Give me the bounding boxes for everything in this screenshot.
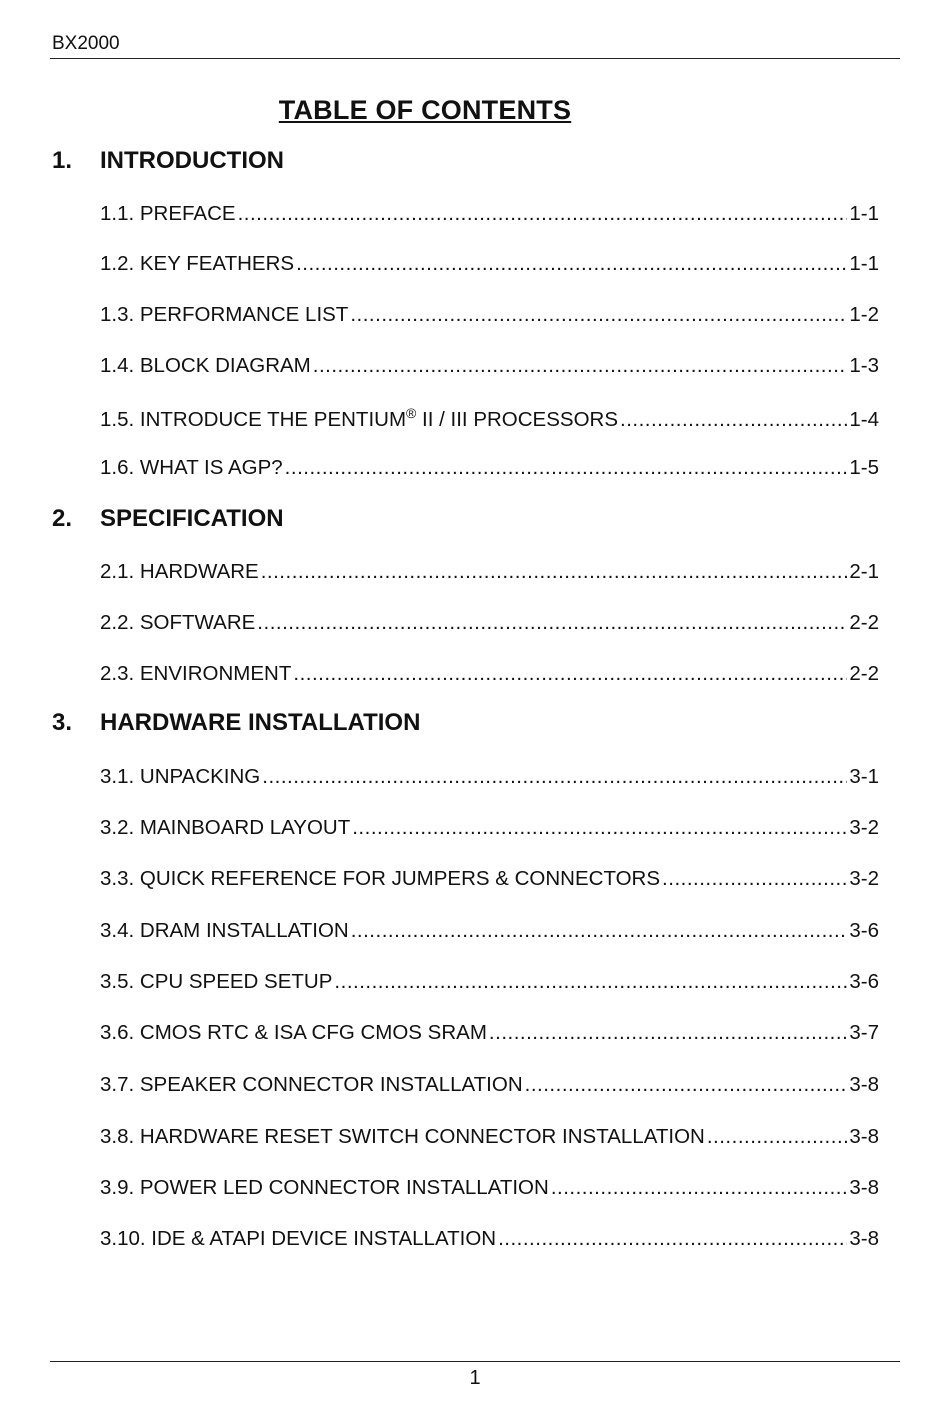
section-number: 3. — [52, 709, 73, 736]
toc-entry-label: 1.3. PERFORMANCE LIST — [100, 303, 349, 326]
dot-leader — [285, 456, 848, 480]
toc-entry-mainboard-layout[interactable] — [100, 816, 879, 840]
section-heading-hardware-installation — [52, 709, 420, 737]
toc-entry-label: 2.1. HARDWARE — [100, 560, 259, 583]
toc-entry-page: 1-1 — [849, 252, 879, 275]
toc-entry-label: 3.9. POWER LED CONNECTOR INSTALLATION — [100, 1176, 549, 1199]
toc-entry-label: 1.4. BLOCK DIAGRAM — [100, 354, 311, 377]
toc-entry-label: 3.6. CMOS RTC & ISA CFG CMOS SRAM — [100, 1021, 487, 1044]
toc-entry-page: 3-8 — [849, 1227, 879, 1250]
toc-entry-key-feathers[interactable] — [100, 252, 879, 276]
registered-mark: ® — [406, 405, 417, 421]
page-title: TABLE OF CONTENTS — [278, 95, 572, 125]
toc-entry-label: 3.4. DRAM INSTALLATION — [100, 919, 349, 942]
toc-entry-page: 3-2 — [849, 816, 879, 839]
toc-entry-page: 3-8 — [849, 1073, 879, 1096]
toc-entry-performance-list[interactable] — [100, 303, 879, 327]
toc-entry-dram-installation[interactable] — [100, 919, 879, 943]
toc-entry-what-is-agp[interactable] — [100, 456, 879, 480]
toc-entry-page: 1-5 — [849, 456, 879, 479]
section-heading-specification — [52, 505, 284, 533]
toc-entry-label: 3.7. SPEAKER CONNECTOR INSTALLATION — [100, 1073, 523, 1096]
toc-entry-label: 3.2. MAINBOARD LAYOUT — [100, 816, 351, 839]
footer-page-number: 1 — [469, 1367, 481, 1389]
toc-entry-label: 3.5. CPU SPEED SETUP — [100, 970, 333, 993]
toc-entry-page: 3-6 — [849, 919, 879, 942]
dot-leader — [238, 202, 848, 226]
toc-entry-block-diagram[interactable] — [100, 354, 879, 378]
dot-leader — [525, 1073, 848, 1097]
toc-entry-page: 3-7 — [849, 1021, 879, 1044]
dot-leader — [352, 816, 847, 840]
dot-leader — [351, 919, 848, 943]
toc-entry-power-led-connector[interactable] — [100, 1176, 879, 1200]
footer-rule — [50, 1361, 900, 1362]
header-doc-code: BX2000 — [52, 33, 120, 54]
toc-entry-page: 2-2 — [849, 611, 879, 634]
toc-entry-label: 3.3. QUICK REFERENCE FOR JUMPERS & CONNECTORS — [100, 867, 661, 890]
section-heading-introduction — [52, 147, 284, 175]
dot-leader — [707, 1125, 848, 1149]
toc-entry-page: 1-3 — [849, 354, 879, 377]
toc-entry-label: 3.8. HARDWARE RESET SWITCH CONNECTOR INSTALLATION — [100, 1125, 705, 1148]
toc-entry-hardware[interactable] — [100, 560, 879, 584]
dot-leader — [489, 1021, 847, 1045]
toc-entry-reset-switch-connector[interactable] — [100, 1125, 879, 1149]
toc-entry-ide-atapi[interactable] — [100, 1227, 879, 1251]
dot-leader — [350, 303, 847, 327]
toc-entry-pentium-processors[interactable] — [100, 405, 879, 432]
header-rule — [50, 58, 900, 59]
toc-entry-page: 3-2 — [849, 867, 879, 890]
toc-entry-label: 3.10. IDE & ATAPI DEVICE INSTALLATION — [100, 1227, 497, 1250]
section-number: 1. — [52, 147, 73, 174]
dot-leader — [261, 560, 848, 584]
dot-leader — [262, 765, 847, 789]
toc-entry-page: 1-4 — [849, 407, 879, 431]
dot-leader — [313, 354, 848, 378]
dot-leader — [334, 970, 847, 994]
toc-entry-label: 1.2. KEY FEATHERS — [100, 252, 295, 275]
toc-entry-page: 3-8 — [849, 1176, 879, 1199]
dot-leader — [257, 611, 847, 635]
section-title: SPECIFICATION — [100, 505, 284, 532]
toc-entry-page: 3-8 — [849, 1125, 879, 1148]
section-title: HARDWARE INSTALLATION — [100, 709, 421, 736]
toc-entry-page: 2-1 — [849, 560, 879, 583]
label-text: II / III PROCESSORS — [416, 407, 618, 431]
dot-leader — [551, 1176, 848, 1200]
toc-entry-label: 2.2. SOFTWARE — [100, 611, 256, 634]
dot-leader — [498, 1227, 847, 1251]
toc-entry-page: 2-2 — [849, 662, 879, 685]
toc-entry-page: 3-6 — [849, 970, 879, 993]
dot-leader — [296, 252, 847, 276]
toc-entry-cmos-rtc[interactable] — [100, 1021, 879, 1045]
toc-entry-label: 3.1. UNPACKING — [100, 765, 261, 788]
toc-entry-speaker-connector[interactable] — [100, 1073, 879, 1097]
toc-entry-label — [100, 405, 618, 432]
toc-entry-page: 3-1 — [849, 765, 879, 788]
toc-entry-label: 2.3. ENVIRONMENT — [100, 662, 292, 685]
toc-entry-environment[interactable] — [100, 662, 879, 686]
toc-entry-label: 1.1. PREFACE — [100, 202, 236, 225]
section-number: 2. — [52, 505, 73, 532]
section-title: INTRODUCTION — [100, 147, 284, 174]
toc-entry-page: 1-1 — [849, 202, 879, 225]
toc-entry-unpacking[interactable] — [100, 765, 879, 789]
toc-entry-page: 1-2 — [849, 303, 879, 326]
dot-leader — [662, 867, 847, 891]
dot-leader — [620, 408, 847, 432]
toc-entry-cpu-speed-setup[interactable] — [100, 970, 879, 994]
toc-entry-label: 1.6. WHAT IS AGP? — [100, 456, 283, 479]
dot-leader — [293, 662, 847, 686]
toc-entry-quick-reference[interactable] — [100, 867, 879, 891]
toc-entry-software[interactable] — [100, 611, 879, 635]
toc-entry-preface[interactable] — [100, 202, 879, 226]
label-text: 1.5. INTRODUCE THE PENTIUM — [100, 407, 407, 431]
